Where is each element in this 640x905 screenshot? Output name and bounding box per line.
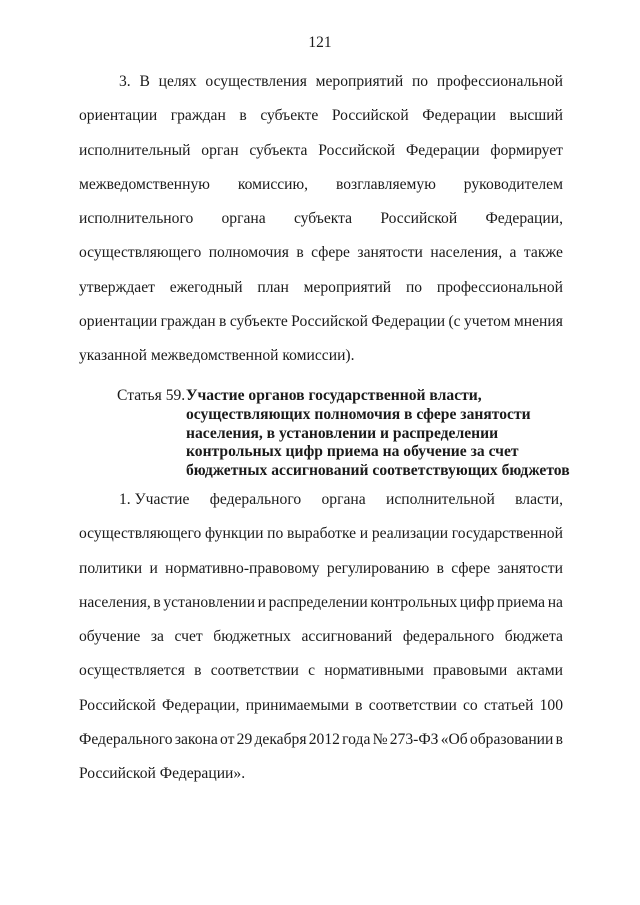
word: занятости — [357, 244, 423, 262]
word: исполнительный — [79, 141, 191, 159]
word: полномочия — [208, 244, 289, 262]
word: занятости — [497, 559, 563, 577]
word: обучение — [79, 628, 141, 646]
article-title-line: Участие органов государственной власти, — [186, 387, 482, 404]
word: межведомственную — [79, 175, 210, 193]
word: Российской — [79, 696, 156, 714]
word: ассигнований — [301, 628, 393, 646]
word: 29 — [236, 731, 253, 749]
word: регулированию — [326, 559, 430, 577]
word: целях — [158, 73, 197, 90]
word: «Об — [440, 731, 468, 749]
word: план — [257, 278, 289, 296]
text-line — [79, 627, 563, 661]
text-line — [79, 106, 563, 140]
text-line — [79, 593, 563, 627]
word: Федерации — [405, 141, 480, 159]
text-line — [79, 72, 563, 106]
word: 273-ФЗ — [389, 731, 439, 749]
word: Российской — [291, 313, 369, 331]
word: в — [153, 593, 161, 611]
page-number: 121 — [308, 34, 332, 51]
word: выработке — [287, 525, 357, 543]
word: формирует — [490, 141, 563, 159]
article-title-line: осуществляющих полномочия в сфере занятости — [186, 405, 531, 423]
word: и — [359, 525, 369, 543]
word: по — [267, 525, 284, 543]
word: Российской — [380, 210, 458, 228]
word: приема — [496, 593, 546, 611]
word: установлении — [163, 593, 256, 611]
word: граждан — [160, 313, 216, 331]
word: со — [462, 696, 478, 714]
word: нормативно-правовому — [165, 559, 320, 577]
word: функции — [204, 525, 264, 543]
article-title-line: бюджетных ассигнований соответствующих бюджетов — [186, 462, 570, 480]
text-line — [79, 524, 563, 558]
word: принимаемыми — [245, 696, 350, 714]
word: нормативными — [324, 662, 424, 680]
word: профессиональной — [436, 73, 563, 90]
word: образовании — [469, 731, 554, 749]
word: в — [239, 107, 247, 125]
word: на — [547, 593, 563, 611]
word: государственной — [451, 525, 563, 543]
word: федерального — [209, 491, 302, 508]
word: 100 — [539, 696, 563, 714]
word: указанной межведомственной комиссии). — [79, 347, 355, 365]
word: осуществляющего — [79, 525, 202, 543]
word: статьей — [483, 696, 534, 714]
article-label: Статья 59. — [117, 387, 186, 404]
word: власти, — [515, 491, 563, 508]
word: субъекта — [249, 141, 308, 159]
text-line — [79, 278, 563, 312]
word: 3. — [119, 73, 131, 90]
word: в — [194, 662, 202, 680]
word: субъекте — [260, 107, 319, 125]
word: реализации — [371, 525, 449, 543]
word: мнения — [513, 313, 563, 331]
word: руководителем — [463, 175, 563, 193]
word: мероприятий — [303, 278, 392, 296]
word: в — [436, 559, 444, 577]
word: осуществляющего — [79, 244, 202, 262]
word: также — [523, 244, 563, 262]
word: бюджета — [504, 628, 563, 646]
word: субъекта — [293, 210, 353, 228]
text-line — [79, 661, 563, 695]
word: Федерации — [371, 313, 446, 331]
word: Российской — [318, 141, 396, 159]
word: Федерации, — [162, 696, 240, 714]
word: актами — [516, 662, 563, 680]
word: декабря — [254, 731, 307, 749]
text-line — [79, 175, 563, 209]
article-title-line: контрольных цифр приема на обучение за счет — [186, 443, 519, 461]
word: счет — [174, 628, 203, 646]
word: возглавляемую — [336, 175, 436, 193]
word: распределении — [268, 593, 368, 611]
word: сфере — [311, 244, 350, 262]
text-line — [79, 490, 563, 524]
word: населения, — [79, 593, 151, 611]
word: в — [555, 731, 563, 749]
word: орган — [201, 141, 239, 159]
word: соответствии — [368, 696, 457, 714]
text-line — [79, 141, 563, 175]
word: № — [372, 731, 388, 749]
article-59-heading — [117, 387, 577, 481]
word: соответствии — [210, 662, 299, 680]
word: по — [405, 278, 423, 296]
word: осуществляется — [79, 662, 185, 680]
word: Российской Федерации». — [79, 765, 246, 783]
word: осуществления — [205, 73, 307, 90]
text-line — [79, 346, 563, 380]
word: органа — [221, 210, 266, 228]
article-title-line: населения, в установлении и распределении — [186, 424, 499, 442]
word: населения, — [430, 244, 503, 262]
word: Российской — [331, 107, 409, 125]
word: политики — [79, 559, 143, 577]
word: контрольных — [370, 593, 458, 611]
paragraph-3 — [79, 72, 563, 381]
word: правовыми — [433, 662, 508, 680]
word: а — [509, 244, 517, 262]
paragraph-1 — [79, 490, 563, 799]
text-line — [79, 696, 563, 730]
text-line — [79, 764, 563, 798]
word: утверждает — [79, 278, 155, 296]
word: и — [257, 593, 267, 611]
word: за — [150, 628, 164, 646]
text-line — [79, 559, 563, 593]
word: исполнительного — [79, 210, 194, 228]
word: бюджетных — [213, 628, 291, 646]
word: высший — [509, 107, 563, 125]
text-line — [79, 730, 563, 764]
word: Федерации — [422, 107, 496, 125]
word: учетом — [463, 313, 511, 331]
word: года — [342, 731, 371, 749]
word: по — [411, 73, 429, 90]
word: Федерации, — [485, 210, 563, 228]
word: ежегодный — [169, 278, 243, 296]
word: профессиональной — [436, 278, 563, 296]
word: субъекте — [229, 313, 288, 331]
word: сфере — [451, 559, 491, 577]
text-line — [79, 243, 563, 277]
word: Федерального — [79, 731, 173, 749]
word: закона — [174, 731, 218, 749]
word: цифр — [459, 593, 495, 611]
word: В — [139, 73, 150, 90]
text-line — [79, 209, 563, 243]
word: исполнительной — [386, 491, 495, 508]
word: ориентации — [79, 107, 158, 125]
word: с — [308, 662, 316, 680]
word: федерального — [402, 628, 495, 646]
word: 1. Участие — [119, 491, 190, 508]
word: комиссию, — [237, 175, 309, 193]
word: в — [296, 244, 304, 262]
word: (с — [448, 313, 461, 331]
word: ориентации — [79, 313, 158, 331]
word: органа — [321, 491, 366, 508]
word: в — [219, 313, 227, 331]
word: граждан — [170, 107, 226, 125]
word: и — [149, 559, 158, 577]
text-line — [79, 312, 563, 346]
word: 2012 — [308, 731, 340, 749]
word: в — [355, 696, 363, 714]
word: от — [220, 731, 235, 749]
word: мероприятий — [315, 73, 404, 90]
